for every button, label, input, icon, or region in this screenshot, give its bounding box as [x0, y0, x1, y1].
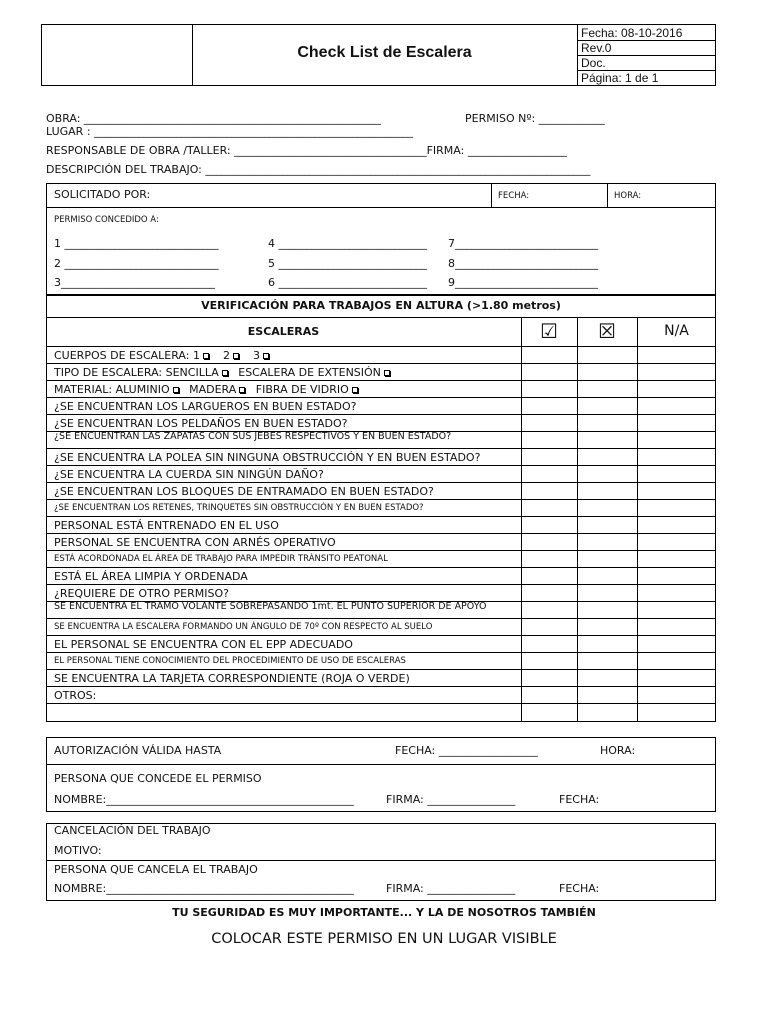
cancela-nombre-field[interactable]: NOMBRE:_____________________________________________: [54, 882, 354, 895]
checkbox-fibra[interactable]: [352, 387, 358, 393]
check-cell-na[interactable]: [638, 602, 715, 617]
check-cell-no[interactable]: [578, 364, 636, 379]
footer-seguridad: TU SEGURIDAD ES MUY IMPORTANTE... Y LA DE NOSOTROS TAMBIÉN: [172, 906, 596, 919]
checklist-item: ¿SE ENCUENTRA LA CUERDA SIN NINGÚN DAÑO?: [54, 468, 324, 481]
check-cell-no[interactable]: [578, 602, 636, 617]
cancelacion-motivo-field[interactable]: MOTIVO:: [54, 844, 102, 857]
checklist-item: ¿REQUIERE DE OTRO PERMISO?: [54, 587, 229, 600]
checkbox-cuerpos-3[interactable]: [263, 353, 269, 359]
header-doc: Doc.: [581, 56, 606, 70]
check-cell-no[interactable]: [578, 551, 636, 566]
check-cell-na[interactable]: [638, 653, 715, 668]
check-cell-no[interactable]: [578, 449, 636, 464]
worker-name-1[interactable]: 1 ____________________________: [54, 237, 219, 250]
col-escaleras-header: ESCALERAS: [247, 325, 320, 338]
checkbox-cuerpos-1[interactable]: [203, 353, 209, 359]
check-cell-na[interactable]: [638, 398, 715, 413]
check-cell-na[interactable]: [638, 704, 715, 721]
check-cell-no[interactable]: [578, 432, 636, 447]
request-fecha-label: FECHA:: [498, 191, 530, 201]
checkbox-sencilla[interactable]: [222, 370, 228, 376]
cancela-fecha-field[interactable]: FECHA:: [559, 882, 600, 895]
header-rev: Rev.0: [581, 41, 612, 55]
check-cell-na[interactable]: [638, 449, 715, 464]
checkbox-extension[interactable]: [384, 370, 390, 376]
check-cell-na[interactable]: [638, 381, 715, 396]
check-cell-no[interactable]: [578, 415, 636, 430]
checkbox-cuerpos-2[interactable]: [233, 353, 239, 359]
checklist-item: PERSONAL ESTÁ ENTRENADO EN EL USO: [54, 519, 279, 532]
check-cell-no[interactable]: [578, 466, 636, 481]
row-cuerpos: CUERPOS DE ESCALERA: 1 2 3: [54, 349, 269, 362]
check-cell-no[interactable]: [578, 483, 636, 498]
check-cell-no[interactable]: [578, 687, 636, 702]
worker-name-7[interactable]: 7__________________________: [448, 237, 598, 250]
check-cell-no[interactable]: [578, 704, 636, 721]
cancelacion-title: CANCELACIÓN DEL TRABAJO: [54, 824, 211, 837]
solicitado-label: SOLICITADO POR:: [54, 188, 151, 201]
worker-name-9[interactable]: 9__________________________: [448, 276, 598, 289]
check-cell-no[interactable]: [578, 534, 636, 549]
checklist-item: EL PERSONAL SE ENCUENTRA CON EL EPP ADECUADO: [54, 638, 353, 651]
checkbox-aluminio[interactable]: [173, 387, 179, 393]
check-cell-na[interactable]: [638, 364, 715, 379]
worker-name-5[interactable]: 5 ___________________________: [268, 257, 427, 270]
cancela-firma-field[interactable]: FIRMA: ________________: [386, 882, 516, 895]
checklist-item: ¿SE ENCUENTRAN LAS ZAPATAS CON SUS JEBES RESPECTIVOS Y EN BUEN ESTADO?: [54, 432, 452, 442]
permiso-field[interactable]: PERMISO Nº: ____________: [465, 112, 605, 125]
check-cell-ok[interactable]: [522, 585, 576, 600]
check-cell-na[interactable]: [638, 415, 715, 430]
check-cell-ok[interactable]: [522, 687, 576, 702]
check-cell-na[interactable]: [638, 585, 715, 600]
row-tipo: TIPO DE ESCALERA: SENCILLA ESCALERA DE EXTENSIÓN: [54, 366, 390, 379]
check-cell-na[interactable]: [638, 517, 715, 532]
check-x-icon: ☒: [598, 319, 616, 343]
check-cell-na[interactable]: [638, 551, 715, 566]
checklist-item: ESTÁ EL ÁREA LIMPIA Y ORDENADA: [54, 570, 248, 583]
check-cell-ok[interactable]: [522, 619, 576, 634]
col-na-header: N/A: [664, 323, 689, 339]
checklist-item: ¿SE ENCUENTRAN LOS BLOQUES DE ENTRAMADO EN BUEN ESTADO?: [54, 485, 434, 498]
check-cell-no[interactable]: [578, 568, 636, 583]
check-cell-na[interactable]: [638, 432, 715, 447]
checklist-item: OTROS:: [54, 689, 97, 702]
checklist-item: SE ENCUENTRA LA TARJETA CORRESPONDIENTE (ROJA O VERDE): [54, 672, 410, 685]
check-cell-no[interactable]: [578, 517, 636, 532]
checklist-item: SE ENCUENTRA EL TRAMO VOLANTE SOBREPASANDO 1mt. EL PUNTO SUPERIOR DE APOYO: [54, 602, 487, 612]
checkbox-madera[interactable]: [239, 387, 245, 393]
autorizacion-label: AUTORIZACIÓN VÁLIDA HASTA: [54, 744, 222, 757]
check-cell-ok[interactable]: [522, 653, 576, 668]
checklist-item: ¿SE ENCUENTRAN LOS LARGUEROS EN BUEN ESTADO?: [54, 400, 357, 413]
lugar-field[interactable]: LUGAR : __________________________________________________________: [46, 125, 414, 138]
check-cell-no[interactable]: [578, 636, 636, 651]
check-cell-na[interactable]: [638, 466, 715, 481]
check-cell-na[interactable]: [638, 636, 715, 651]
checklist-item: PERSONAL SE ENCUENTRA CON ARNÉS OPERATIVO: [54, 536, 336, 549]
check-cell-no[interactable]: [578, 347, 636, 362]
concede-label: PERSONA QUE CONCEDE EL PERMISO: [54, 772, 262, 785]
check-cell-na[interactable]: [638, 619, 715, 634]
check-cell-na[interactable]: [638, 500, 715, 515]
concede-firma-field[interactable]: FIRMA: ________________: [386, 793, 516, 806]
check-cell-ok[interactable]: [522, 466, 576, 481]
check-cell-no[interactable]: [578, 500, 636, 515]
checklist-item: ¿SE ENCUENTRAN LOS RETENES, TRINQUETES SIN OBSTRUCCIÓN Y EN BUEN ESTADO?: [54, 503, 424, 513]
check-cell-no[interactable]: [578, 670, 636, 685]
check-cell-ok[interactable]: [522, 415, 576, 430]
worker-name-2[interactable]: 2 ____________________________: [54, 257, 219, 270]
page-title: Check List de Escalera: [297, 44, 472, 61]
header-pagina: Página: 1 de 1: [581, 71, 659, 85]
request-hora-label: HORA:: [614, 191, 642, 201]
check-cell-ok[interactable]: [522, 398, 576, 413]
concedido-label: PERMISO CONCEDIDO A:: [54, 215, 159, 225]
check-cell-ok[interactable]: [522, 636, 576, 651]
check-cell-ok[interactable]: [522, 551, 576, 566]
check-cell-ok[interactable]: [522, 347, 576, 362]
checklist-item: ESTÁ ACORDONADA EL ÁREA DE TRABAJO PARA IMPEDIR TRÁNSITO PEATONAL: [54, 554, 388, 564]
obra-field[interactable]: OBRA: ______________________________________________________: [46, 112, 381, 125]
worker-name-6[interactable]: 6 ___________________________: [268, 276, 427, 289]
responsable-field[interactable]: RESPONSABLE DE OBRA /TALLER: ___________________________________FIRMA: __________________: [46, 144, 567, 157]
check-cell-ok[interactable]: [522, 568, 576, 583]
check-cell-na[interactable]: [638, 347, 715, 362]
header-fecha: Fecha: 08-10-2016: [581, 26, 683, 40]
check-cell-ok[interactable]: [522, 602, 576, 617]
checklist-item: SE ENCUENTRA LA ESCALERA FORMANDO UN ÁNGULO DE 70º CON RESPECTO AL SUELO: [54, 622, 433, 632]
concede-fecha-field[interactable]: FECHA:: [559, 793, 600, 806]
check-cell-ok[interactable]: [522, 449, 576, 464]
check-cell-ok[interactable]: [522, 381, 576, 396]
check-cell-ok[interactable]: [522, 432, 576, 447]
check-cell-na[interactable]: [638, 534, 715, 549]
check-cell-ok[interactable]: [522, 704, 576, 721]
check-cell-ok[interactable]: [522, 364, 576, 379]
check-cell-no[interactable]: [578, 585, 636, 600]
autorizacion-fecha-field[interactable]: FECHA: __________________: [395, 744, 538, 757]
worker-name-3[interactable]: 3____________________________: [54, 276, 215, 289]
check-cell-no[interactable]: [578, 619, 636, 634]
footer-colocar: COLOCAR ESTE PERMISO EN UN LUGAR VISIBLE: [211, 931, 557, 947]
check-cell-ok[interactable]: [522, 670, 576, 685]
section-title: VERIFICACIÓN PARA TRABAJOS EN ALTURA (>1.80 metros): [201, 299, 561, 312]
check-cell-no[interactable]: [578, 381, 636, 396]
check-cell-ok[interactable]: [522, 483, 576, 498]
descripcion-field[interactable]: DESCRIPCIÓN DEL TRABAJO: ______________________________________________________________________: [46, 163, 591, 176]
checklist-item: ¿SE ENCUENTRAN LOS PELDAÑOS EN BUEN ESTADO?: [54, 417, 348, 430]
autorizacion-hora-field[interactable]: HORA:: [600, 744, 636, 757]
checklist-item: ¿SE ENCUENTRA LA POLEA SIN NINGUNA OBSTRUCCIÓN Y EN BUEN ESTADO?: [54, 451, 481, 464]
worker-name-8[interactable]: 8__________________________: [448, 257, 598, 270]
check-cell-ok[interactable]: [522, 500, 576, 515]
check-cell-no[interactable]: [578, 653, 636, 668]
check-cell-no[interactable]: [578, 398, 636, 413]
checklist-item: EL PERSONAL TIENE CONOCIMIENTO DEL PROCEDIMIENTO DE USO DE ESCALERAS: [54, 656, 406, 666]
check-cell-ok[interactable]: [522, 517, 576, 532]
check-ok-icon: ☑: [540, 319, 558, 343]
check-cell-na[interactable]: [638, 568, 715, 583]
check-cell-na[interactable]: [638, 670, 715, 685]
check-cell-na[interactable]: [638, 687, 715, 702]
row-material: MATERIAL: ALUMINIO MADERA FIBRA DE VIDRIO: [54, 383, 358, 396]
worker-name-4[interactable]: 4 ___________________________: [268, 237, 427, 250]
concede-nombre-field[interactable]: NOMBRE:_____________________________________________: [54, 793, 354, 806]
check-cell-ok[interactable]: [522, 534, 576, 549]
check-cell-na[interactable]: [638, 483, 715, 498]
cancela-label: PERSONA QUE CANCELA EL TRABAJO: [54, 863, 258, 876]
